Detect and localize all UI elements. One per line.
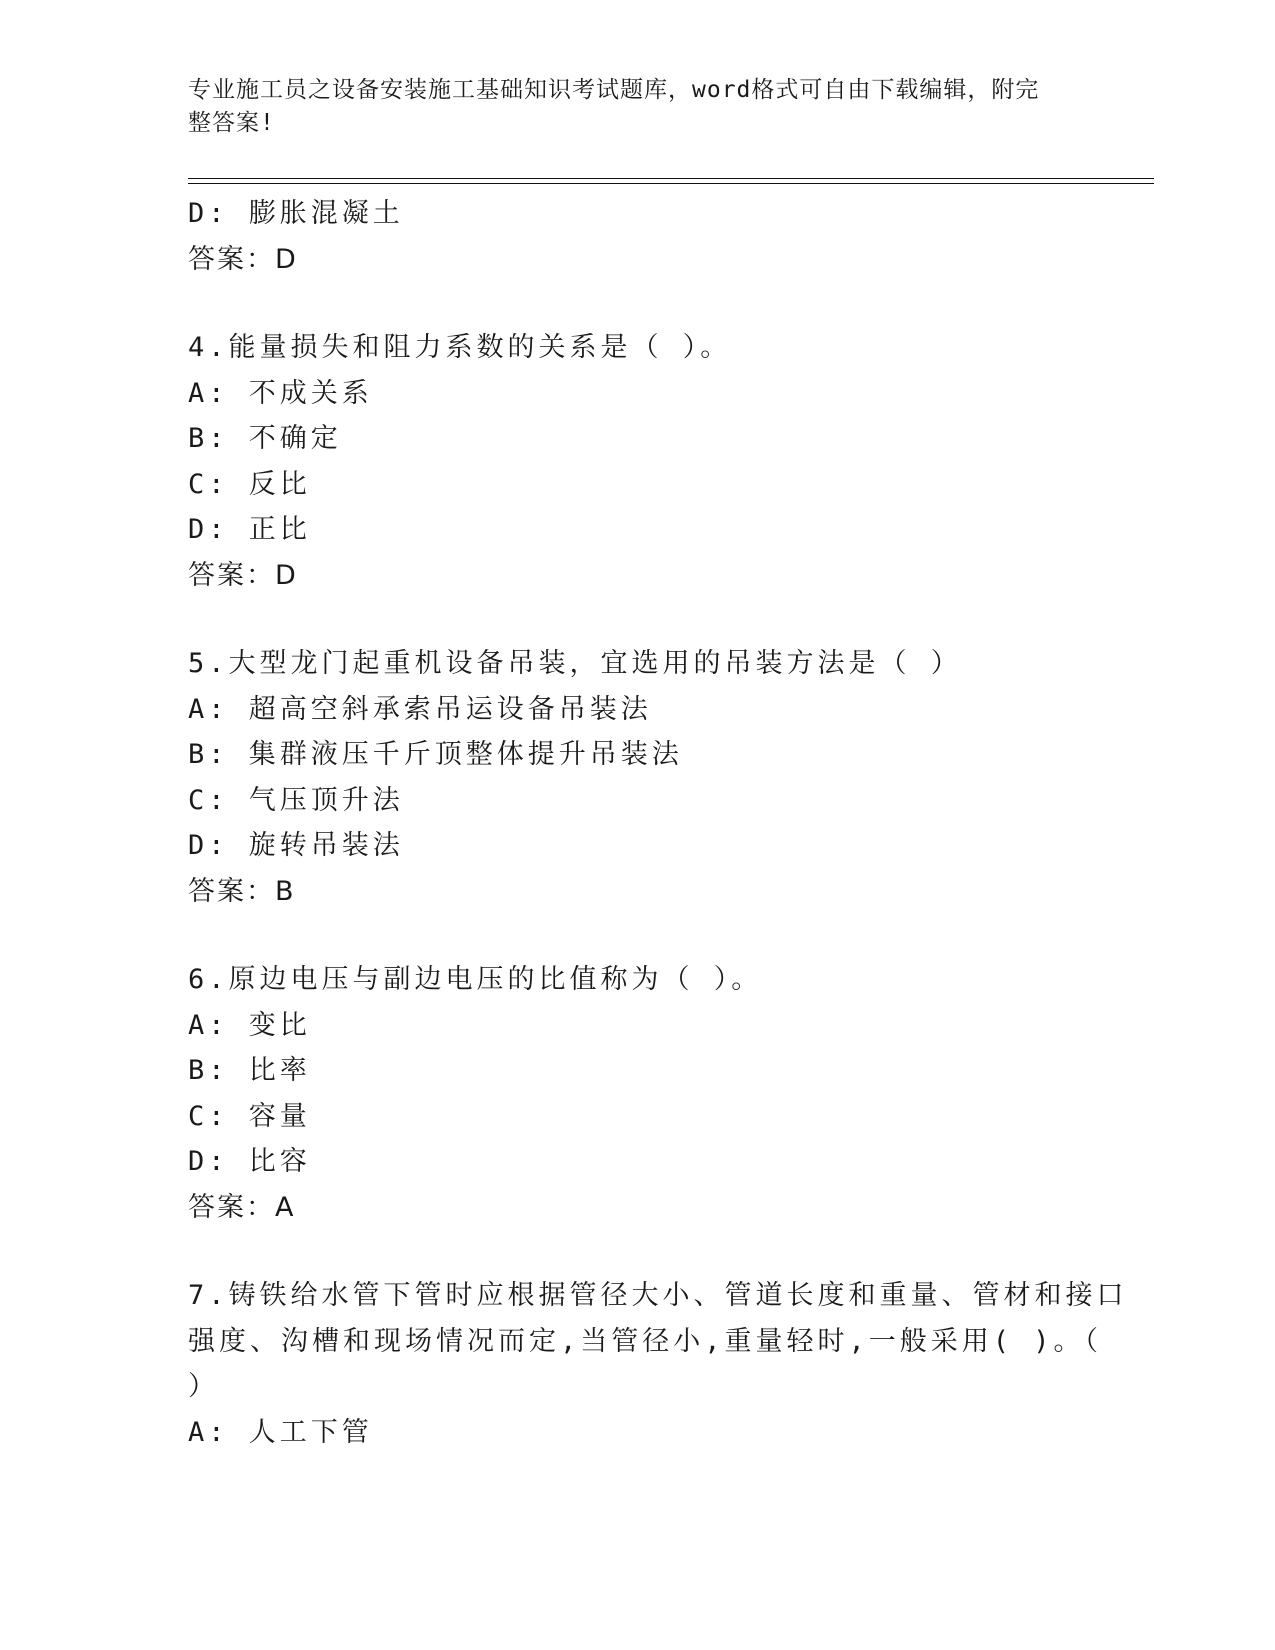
question-text-line-2: 强度、沟槽和现场情况而定,当管径小,重量轻时,一般采用( )。（ (188, 1325, 1103, 1357)
option-d: D: 比容 (188, 1146, 311, 1177)
header-line-1: 专业施工员之设备安装施工基础知识考试题库，word格式可自由下载编辑，附完 (188, 77, 1040, 103)
question-list (188, 191, 1128, 1455)
option-b: B: 不确定 (188, 423, 342, 454)
answer: 答案：D (188, 559, 298, 591)
option-c: C: 气压顶升法 (188, 784, 404, 816)
option-d: D: 正比 (188, 514, 311, 545)
answer: 答案：A (188, 1191, 296, 1223)
option-d: D: 膨胀混凝土 (188, 198, 404, 229)
header-rule-bottom (188, 183, 1154, 184)
option-d: D: 旋转吊装法 (188, 830, 404, 861)
spacer (188, 1230, 1088, 1273)
question-text-line-3: ） (188, 1371, 219, 1402)
question-text: 6.原边电压与副边电压的比值称为（ ）。 (188, 964, 763, 995)
answer: 答案：D (188, 243, 298, 275)
spacer (188, 282, 1088, 325)
spacer (188, 914, 1088, 957)
option-a: A: 人工下管 (188, 1416, 373, 1448)
option-c: C: 容量 (188, 1100, 311, 1132)
option-b: B: 集群液压千斤顶整体提升吊装法 (188, 739, 683, 770)
option-c: C: 反比 (188, 468, 311, 500)
header-rule-top (188, 178, 1154, 179)
question-5 (188, 641, 1088, 914)
question-text: 4.能量损失和阻力系数的关系是（ ）。 (188, 332, 732, 363)
option-a: A: 超高空斜承索吊运设备吊装法 (188, 693, 652, 725)
option-a: A: 不成关系 (188, 377, 373, 409)
document-header (188, 74, 1068, 140)
question-3 (188, 191, 1088, 282)
option-b: B: 比率 (188, 1055, 311, 1086)
question-text: 5.大型龙门起重机设备吊装，宜选用的吊装方法是（ ） (188, 648, 962, 679)
question-text-line-1: 7.铸铁给水管下管时应根据管径大小、管道长度和重量、管材和接口 (188, 1280, 1128, 1311)
spacer (188, 598, 1088, 641)
question-4 (188, 325, 1088, 598)
answer: 答案：B (188, 875, 296, 907)
question-6 (188, 957, 1088, 1230)
option-a: A: 变比 (188, 1009, 311, 1041)
header-line-2: 整答案! (188, 110, 275, 136)
question-7 (188, 1273, 1128, 1455)
